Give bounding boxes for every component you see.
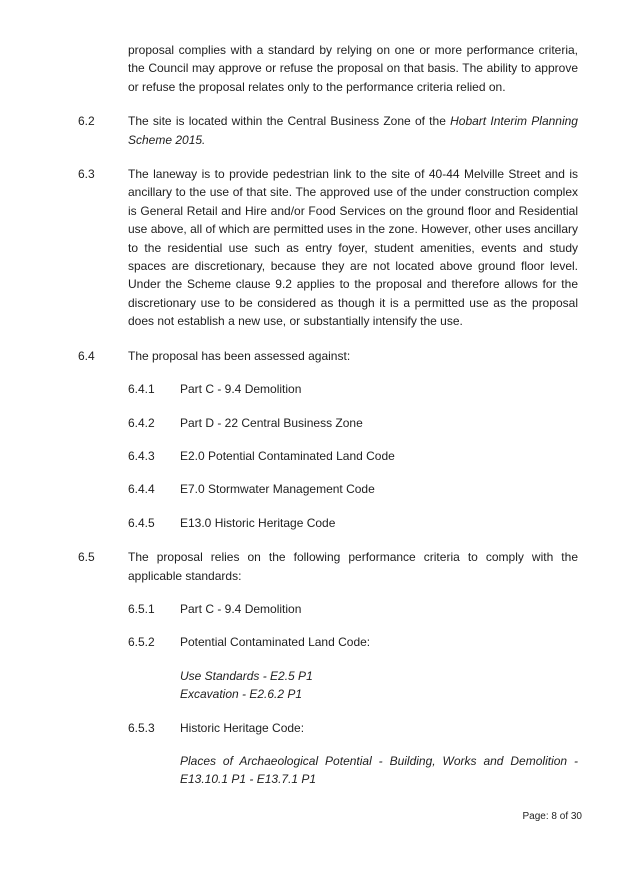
clause-text: The proposal has been assessed against: bbox=[128, 348, 351, 363]
clause-text: The laneway is to provide pedestrian link to the site of 40-44 Melville Street and is ancillary to the use of that site. The approved use of the under construction complex is General Retail and Hire and/or Food Services on the ground floor and Residential use above, all of which are permitted uses in the zone. However, other uses ancillary to the residential use such as entry foyer, student amenities, events and study spaces are discretionary, because they are not located above ground floor level. Under the Scheme clause 9.2 applies to the proposal and therefore allows for the discretionary use to be considered as though it is a permitted use as the proposal does not establish a new use, or substantially intensify the use. bbox=[128, 167, 578, 329]
criteria-line: Use Standards - E2.5 P1 bbox=[180, 668, 313, 683]
performance-criteria-block bbox=[180, 752, 578, 789]
clause-6-4 bbox=[78, 347, 578, 365]
clause-number: 6.3 bbox=[78, 167, 95, 182]
subclause-number: 6.4.5 bbox=[128, 515, 155, 530]
subclause-6-4-1 bbox=[128, 380, 578, 398]
clause-6-3 bbox=[78, 165, 578, 331]
subclause-number: 6.4.1 bbox=[128, 382, 155, 397]
subclause-text: E7.0 Stormwater Management Code bbox=[180, 482, 375, 497]
subclause-6-5-1 bbox=[128, 600, 578, 618]
criteria-line: Places of Archaeological Potential - Building, Works and Demolition - E13.10.1 P1 - E13.7.1 P1 bbox=[180, 753, 578, 787]
subclause-text: E13.0 Historic Heritage Code bbox=[180, 515, 336, 530]
clause-text-italic: Hobart Interim Planning Scheme 2015. bbox=[128, 114, 578, 147]
performance-criteria-block bbox=[180, 667, 578, 704]
subclause-text: Part C - 9.4 Demolition bbox=[180, 382, 302, 397]
clause-6-5 bbox=[78, 548, 578, 585]
page-footer: Page: 8 of 30 bbox=[522, 811, 582, 822]
subclause-text: Part D - 22 Central Business Zone bbox=[180, 415, 363, 430]
subclause-6-4-3 bbox=[128, 447, 578, 465]
clause-text-plain: The site is located within the Central Business Zone of the bbox=[128, 114, 451, 129]
subclause-6-5-3 bbox=[128, 719, 578, 737]
clause-text bbox=[128, 112, 578, 149]
subclause-number: 6.5.1 bbox=[128, 601, 155, 616]
document-content bbox=[78, 41, 578, 789]
subclause-6-4-5 bbox=[128, 514, 578, 532]
intro-paragraph: proposal complies with a standard by relying on one or more performance criteria, the Council may approve or refuse the proposal on that basis. The ability to approve or refuse the proposal relates only to the performance criteria relied on. bbox=[128, 43, 578, 94]
subclause-text: E2.0 Potential Contaminated Land Code bbox=[180, 448, 395, 463]
clause-number: 6.5 bbox=[78, 550, 95, 565]
clause-number: 6.2 bbox=[78, 114, 95, 129]
subclause-6-4-2 bbox=[128, 414, 578, 432]
subclause-number: 6.4.4 bbox=[128, 482, 155, 497]
clause-number: 6.4 bbox=[78, 348, 95, 363]
subclause-6-4-4 bbox=[128, 480, 578, 498]
criteria-line: Excavation - E2.6.2 P1 bbox=[180, 687, 303, 702]
subclause-number: 6.5.3 bbox=[128, 720, 155, 735]
clause-6-2 bbox=[78, 112, 578, 149]
subclause-text: Potential Contaminated Land Code: bbox=[180, 635, 371, 650]
subclause-6-5-2 bbox=[128, 633, 578, 651]
subclause-number: 6.5.2 bbox=[128, 635, 155, 650]
subclause-number: 6.4.2 bbox=[128, 415, 155, 430]
subclause-number: 6.4.3 bbox=[128, 448, 155, 463]
subclause-text: Part C - 9.4 Demolition bbox=[180, 601, 302, 616]
clause-text: The proposal relies on the following performance criteria to comply with the applicable standards: bbox=[128, 550, 578, 583]
subclause-text: Historic Heritage Code: bbox=[180, 720, 305, 735]
